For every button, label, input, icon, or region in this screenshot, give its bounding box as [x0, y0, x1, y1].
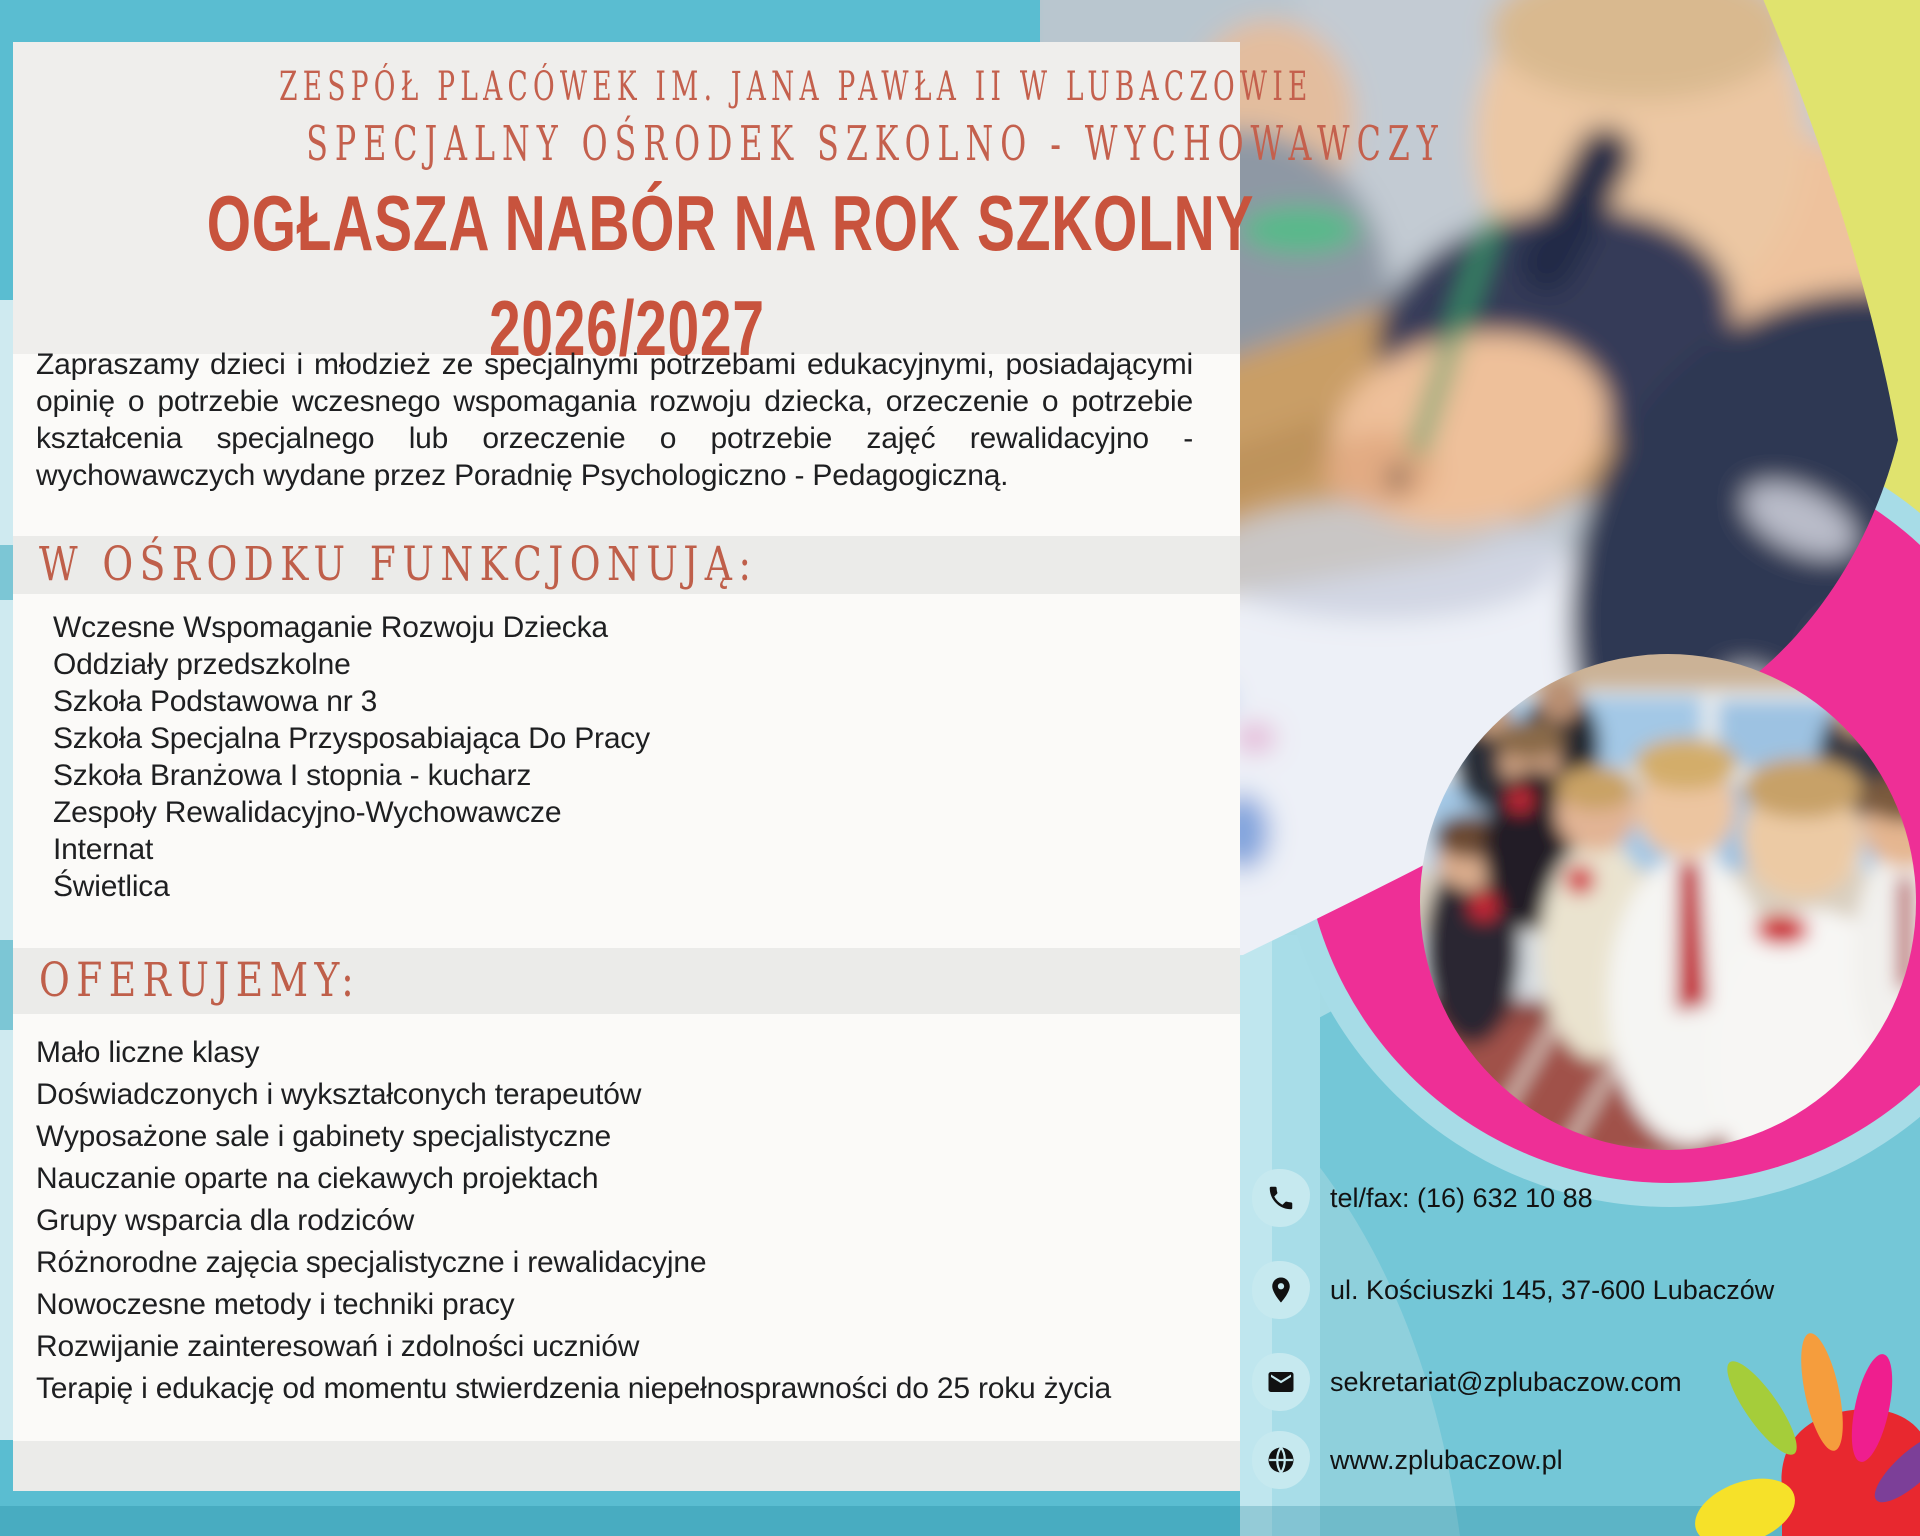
list-item: Mało liczne klasy: [36, 1036, 260, 1069]
list-item: Grupy wsparcia dla rodziców: [36, 1204, 415, 1237]
panel-footer-band: [13, 1441, 1240, 1491]
address: ul. Kościuszki 145, 37-600 Lubaczów: [1330, 1274, 1775, 1305]
list-item: Różnorodne zajęcia specjalistyczne i rewalidacyjne: [36, 1246, 707, 1279]
icon-blob: [1252, 1169, 1310, 1227]
website-url: www.zplubaczow.pl: [1330, 1444, 1563, 1475]
globe-icon: [1266, 1445, 1296, 1475]
list-item: Wczesne Wspomaganie Rozwoju Dziecka: [53, 611, 608, 644]
list-item: Wyposażone sale i gabinety specjalistyczne: [36, 1120, 611, 1153]
contact-row-address: [1252, 1260, 1774, 1320]
list-item: Oddziały przedszkolne: [53, 648, 351, 681]
email-address: sekretariat@zplubaczow.com: [1330, 1366, 1682, 1397]
page-title: OGŁASZA NABÓR NA ROK SZKOLNY 2026/2027: [206, 179, 1255, 372]
list-item: Doświadczonych i wykształconych terapeutów: [36, 1078, 642, 1111]
list-item: Internat: [53, 833, 154, 866]
intro-paragraph: Zapraszamy dzieci i młodzież ze specjalnymi potrzebami edukacyjnymi, posiadającymi opinię o potrzebie wczesnego wspomagania rozwoju dziecka, orzeczenie o potrzebie kształcenia specjalnego lub orzeczenie o potrzebie zajęć rewalidacyjno - wychowawczych wydane przez Poradnię Psychologiczno - Pedagogiczną.: [36, 348, 1193, 492]
icon-blob: [1252, 1431, 1310, 1489]
list-item: Szkoła Branżowa I stopnia - kucharz: [53, 759, 532, 792]
icon-blob: [1252, 1353, 1310, 1411]
contact-row-phone: [1252, 1168, 1593, 1228]
list-item: Rozwijanie zainteresowań i zdolności uczniów: [36, 1330, 640, 1363]
list-item: Szkoła Specjalna Przysposabiająca Do Pracy: [53, 722, 650, 755]
location-pin-icon: [1266, 1275, 1296, 1305]
contact-row-email: [1252, 1352, 1682, 1412]
left-margin-decor: [0, 300, 13, 1440]
list-item: Zespoły Rewalidacyjno-Wychowawcze: [53, 796, 562, 829]
section-heading-facilities: W OŚRODKU FUNKCJONUJĄ:: [13, 536, 1240, 594]
org-name-line1: ZESPÓŁ PLACÓWEK IM. JANA PAWŁA II W LUBACZOWIE: [279, 64, 1313, 110]
list-item: Świetlica: [53, 870, 170, 903]
offer-list: [36, 1032, 1111, 1410]
bottom-strip: [0, 1506, 1920, 1536]
list-item: Terapię i edukację od momentu stwierdzenia niepełnosprawności do 25 roku życia: [36, 1372, 1112, 1405]
facilities-list: [53, 609, 650, 905]
phone-icon: [1266, 1183, 1296, 1213]
phone-number: tel/fax: (16) 632 10 88: [1330, 1182, 1593, 1213]
list-item: Nauczanie oparte na ciekawych projektach: [36, 1162, 599, 1195]
section-heading-offer: OFERUJEMY:: [13, 948, 1240, 1014]
org-name-line2: SPECJALNY OŚRODEK SZKOLNO - WYCHOWAWCZY: [306, 116, 1445, 172]
list-item: Szkoła Podstawowa nr 3: [53, 685, 378, 718]
contact-row-website: [1252, 1430, 1563, 1490]
header-block: [13, 42, 1445, 372]
envelope-icon: [1266, 1367, 1296, 1397]
icon-blob: [1252, 1261, 1310, 1319]
content-panel: [13, 42, 1445, 1491]
list-item: Nowoczesne metody i techniki pracy: [36, 1288, 515, 1321]
